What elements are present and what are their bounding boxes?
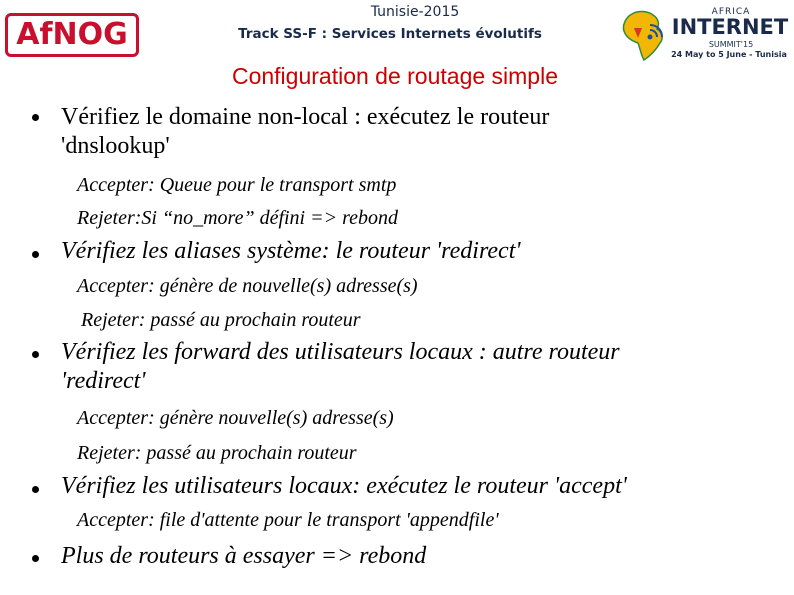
africa-internet-summit-logo — [616, 6, 792, 62]
bullet-dot-icon — [32, 555, 39, 562]
event-title: Tunisie-2015 — [370, 4, 460, 20]
bullet-dot-icon — [32, 351, 39, 358]
africa-map-wifi-icon — [620, 8, 666, 62]
bullet-dot-icon — [32, 251, 39, 258]
bullet-dot-icon — [32, 486, 39, 493]
sub-item: Rejeter:Si “no_more” défini => rebond — [77, 207, 399, 229]
bullet-item — [61, 542, 761, 571]
sub-item: Accepter: génère nouvelle(s) adresse(s) — [77, 407, 394, 429]
logo-name-label: INTERNET — [671, 15, 789, 39]
sub-item: Rejeter: passé au prochain routeur — [77, 442, 357, 464]
bullet-text: Vérifiez les aliases système: le routeur 'redirect' — [61, 238, 521, 264]
sub-item: Accepter: file d'attente pour le transport 'appendfile' — [77, 509, 499, 531]
bullet-dot-icon — [32, 114, 39, 121]
bullet-text: Vérifiez les forward des utilisateurs locaux : autre routeur — [61, 339, 620, 365]
bullet-item — [61, 338, 761, 396]
afnog-logo: AfNOG — [5, 13, 139, 57]
bullet-text: Vérifiez le domaine non-local : exécutez le routeur — [61, 104, 550, 130]
bullet-item — [61, 103, 761, 161]
slide-title: Configuration de routage simple — [231, 63, 559, 89]
logo-region-label: AFRICA — [711, 7, 751, 17]
bullet-text: 'redirect' — [61, 368, 146, 394]
bullet-text: 'dnslookup' — [61, 133, 170, 159]
track-title: Track SS-F : Services Internets évolutifs — [238, 26, 542, 42]
sub-item: Accepter: génère de nouvelle(s) adresse(s) — [77, 275, 418, 297]
sub-item: Rejeter: passé au prochain routeur — [81, 309, 361, 331]
sub-item: Accepter: Queue pour le transport smtp — [77, 174, 397, 196]
bullet-item — [61, 237, 761, 266]
bullet-text: Plus de routeurs à essayer => rebond — [61, 543, 427, 569]
slide-header — [0, 0, 794, 66]
logo-summit-label: SUMMIT'15 — [708, 40, 754, 49]
bullet-item — [61, 472, 761, 501]
logo-dates-label: 24 May to 5 June - Tunisia — [671, 50, 787, 59]
bullet-text: Vérifiez les utilisateurs locaux: exécutez le routeur 'accept' — [61, 473, 627, 499]
